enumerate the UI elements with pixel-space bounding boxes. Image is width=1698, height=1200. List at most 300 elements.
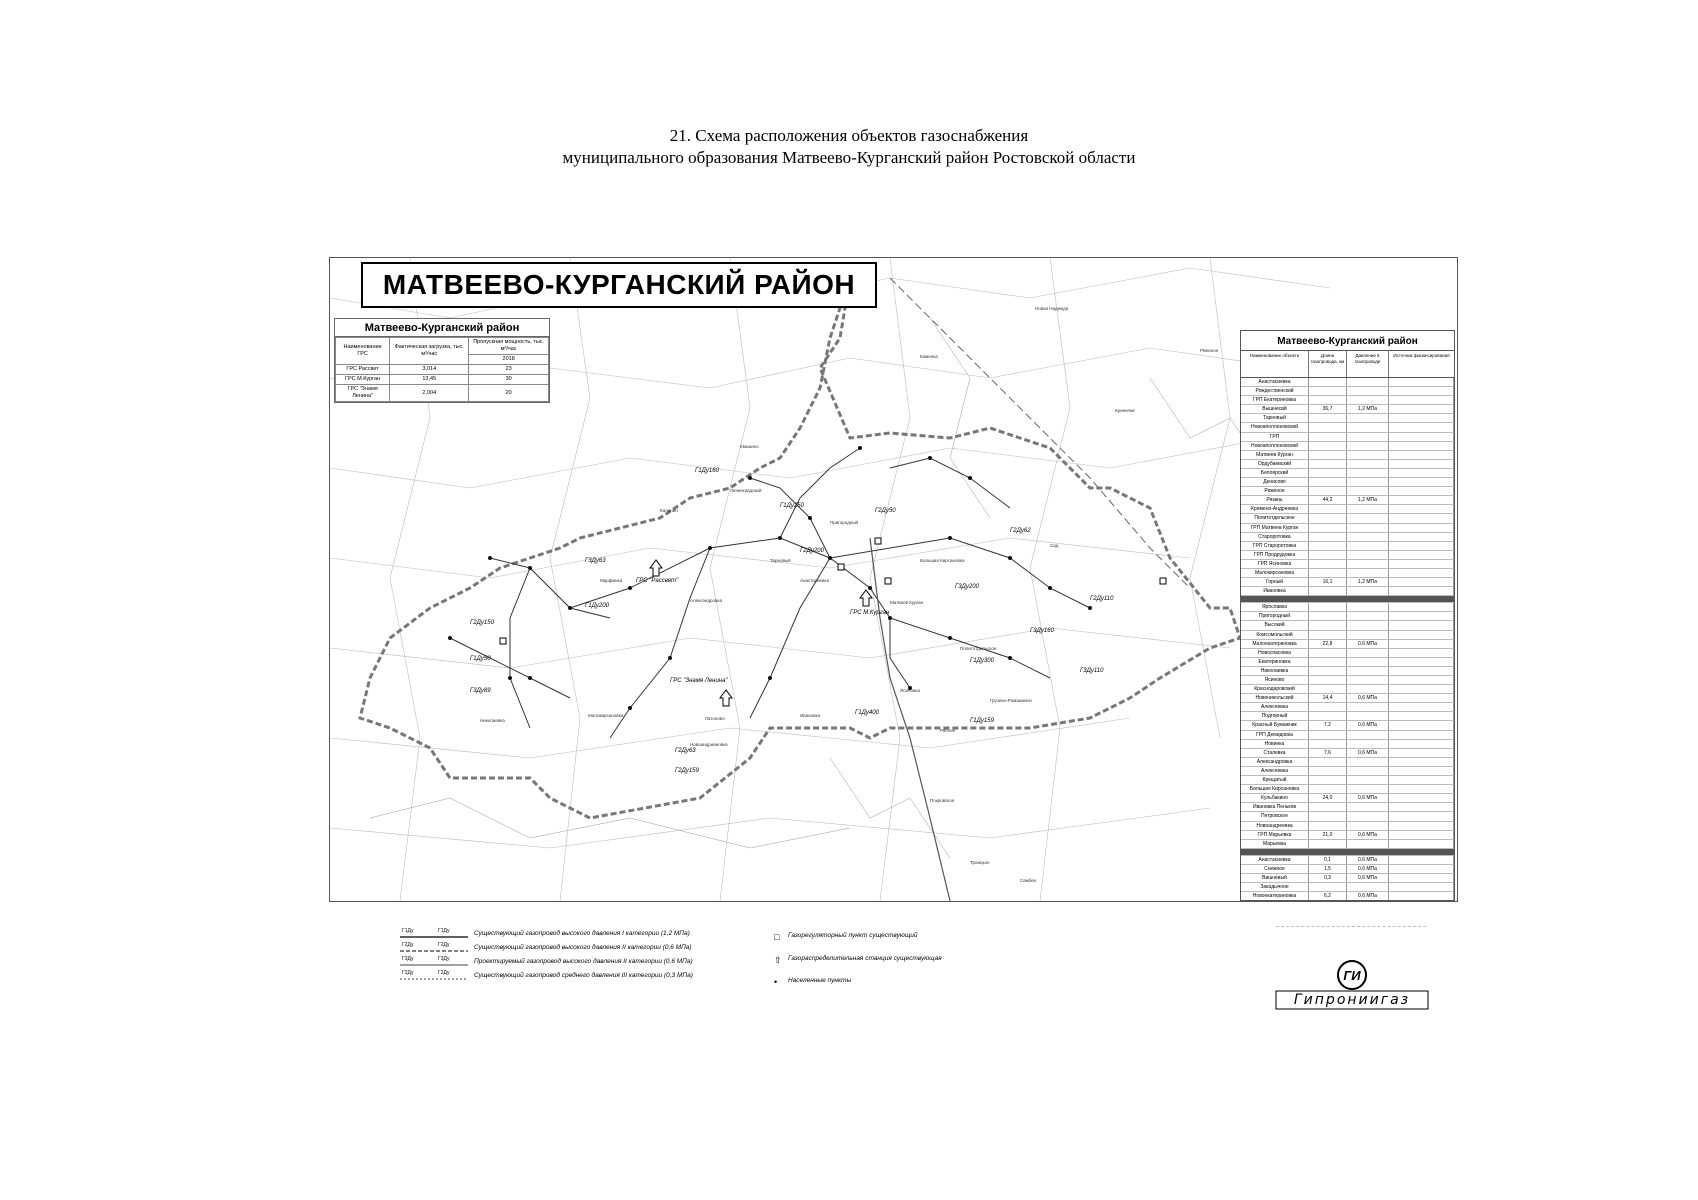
cell-length	[1309, 840, 1347, 848]
cell-source	[1389, 387, 1454, 395]
cell-pressure	[1347, 631, 1389, 639]
cell-source	[1389, 469, 1454, 477]
cell-pressure	[1347, 649, 1389, 657]
table-row	[1241, 514, 1454, 523]
cell-pressure	[1347, 758, 1389, 766]
cell-length	[1309, 542, 1347, 550]
cell-source	[1389, 621, 1454, 629]
cell-pressure	[1347, 812, 1389, 820]
cell-length	[1309, 703, 1347, 711]
cell-length	[1309, 758, 1347, 766]
place-label: Большая Кирсановка	[920, 558, 965, 563]
cell-length	[1309, 433, 1347, 441]
cell-source	[1389, 721, 1454, 729]
table-row	[1241, 542, 1454, 551]
pipe-label: Г1Ду250	[780, 503, 804, 509]
cell-name: Большая Кирсановка	[1241, 785, 1309, 793]
table-row	[1241, 442, 1454, 451]
cell-name: ГРП Екатериновка	[1241, 396, 1309, 404]
cell-length: 24,0	[1309, 794, 1347, 802]
table-row	[1241, 721, 1454, 730]
cell-name: Кульбакино	[1241, 794, 1309, 802]
legend-item	[400, 944, 720, 954]
cell-source	[1389, 758, 1454, 766]
table-row	[1241, 387, 1454, 396]
grs-name: ГРС М.Курган	[336, 375, 390, 385]
cell-source	[1389, 378, 1454, 386]
cell-pressure: 1,2 МПа	[1347, 405, 1389, 413]
place-label: Тарновый	[770, 558, 791, 563]
cell-source	[1389, 587, 1454, 595]
cell-source	[1389, 856, 1454, 864]
table-row	[1241, 767, 1454, 776]
cell-source	[1389, 883, 1454, 891]
table-row	[1241, 496, 1454, 505]
cell-length	[1309, 442, 1347, 450]
cell-source	[1389, 433, 1454, 441]
cell-name: Малокирсановка	[1241, 569, 1309, 577]
cell-source	[1389, 578, 1454, 586]
cell-length: 6,2	[1309, 892, 1347, 900]
cell-length	[1309, 731, 1347, 739]
cell-pressure	[1347, 451, 1389, 459]
cell-name: Петровское	[1241, 812, 1309, 820]
cell-name: Новоспасовка	[1241, 649, 1309, 657]
district-table-header	[1241, 351, 1454, 378]
pipe-label: Г2Ду200	[800, 548, 824, 554]
grs-load: 13,45	[390, 375, 469, 385]
legend-symbol-grs	[774, 955, 942, 965]
cell-length	[1309, 649, 1347, 657]
place-label: Анастасиевка	[800, 578, 829, 583]
cell-source	[1389, 460, 1454, 468]
table-row	[1241, 785, 1454, 794]
table-row	[1241, 840, 1454, 849]
grs-label-mkurgan: ГРС М.Курган	[850, 610, 890, 616]
cell-source	[1389, 803, 1454, 811]
cell-length	[1309, 387, 1347, 395]
table-row	[1241, 874, 1454, 883]
cell-name: Закадычное	[1241, 883, 1309, 891]
cell-name: ГРП Староротовка	[1241, 542, 1309, 550]
cell-name: Снежное	[1241, 865, 1309, 873]
table-row	[1241, 712, 1454, 721]
cell-source	[1389, 667, 1454, 675]
table-row	[1241, 378, 1454, 387]
cell-source	[1389, 524, 1454, 532]
table-row	[1241, 478, 1454, 487]
table-row	[1241, 731, 1454, 740]
legend-sym: Г1Ду	[438, 928, 450, 934]
title-line-2: муниципального образования Матвеево-Курганский район Ростовской области	[562, 148, 1136, 167]
cell-pressure: 0,6 МПа	[1347, 694, 1389, 702]
cell-length	[1309, 378, 1347, 386]
cell-source	[1389, 542, 1454, 550]
cell-name: Краснодаровский	[1241, 685, 1309, 693]
cell-name: Александровка	[1241, 758, 1309, 766]
cell-source	[1389, 551, 1454, 559]
table-row	[1241, 856, 1454, 865]
grs-header-year: 2018	[469, 355, 549, 365]
cell-name: Горный	[1241, 578, 1309, 586]
cell-length	[1309, 451, 1347, 459]
cell-length	[1309, 587, 1347, 595]
cell-name: Крещатый	[1241, 776, 1309, 784]
place-label: Новоандриановка	[690, 742, 728, 747]
cell-source	[1389, 822, 1454, 830]
cell-source	[1389, 396, 1454, 404]
cell-pressure	[1347, 533, 1389, 541]
cell-pressure	[1347, 685, 1389, 693]
table-row	[1241, 694, 1454, 703]
place-label: Новая Надежда	[1035, 306, 1069, 311]
cell-source	[1389, 487, 1454, 495]
cell-name: Анастасиевка	[1241, 378, 1309, 386]
cell-pressure	[1347, 378, 1389, 386]
place-label: Сад	[1050, 543, 1059, 548]
place-label: Александровка	[690, 598, 722, 603]
cell-name: ГРП Продрудовка	[1241, 551, 1309, 559]
cell-length: 14,4	[1309, 694, 1347, 702]
cell-pressure	[1347, 387, 1389, 395]
cell-length	[1309, 533, 1347, 541]
cell-name: Политотдельское	[1241, 514, 1309, 522]
cell-pressure	[1347, 667, 1389, 675]
table-row	[1241, 551, 1454, 560]
divider	[1276, 926, 1426, 929]
place-label: Пригородный	[830, 520, 859, 525]
cell-source	[1389, 812, 1454, 820]
place-label: Ленинградский	[730, 488, 762, 493]
grs-label-znamya: ГРС "Знамя Ленина"	[670, 678, 728, 684]
pipe-label: Г1Ду200	[585, 603, 609, 609]
cell-length	[1309, 685, 1347, 693]
cell-length	[1309, 785, 1347, 793]
cell-length: 22,8	[1309, 640, 1347, 648]
cell-pressure	[1347, 478, 1389, 486]
cell-pressure	[1347, 524, 1389, 532]
legend-text: Населенные пункты	[788, 977, 852, 984]
table-row	[1241, 451, 1454, 460]
cell-name: Матвеев Курган	[1241, 451, 1309, 459]
grs-table-title: Матвеево-Курганский район	[335, 319, 549, 337]
table-row	[1241, 569, 1454, 578]
table-row	[1241, 396, 1454, 405]
grs-header-load: Фактическая загрузка, тыс. м³/час	[390, 338, 469, 365]
cell-source	[1389, 694, 1454, 702]
cell-source	[1389, 685, 1454, 693]
grs-load: 2,004	[390, 385, 469, 402]
grs-header-name: Наименование ГРС	[336, 338, 390, 365]
cell-pressure	[1347, 560, 1389, 568]
legend-sym: Г1Ду	[402, 928, 414, 934]
cell-pressure	[1347, 469, 1389, 477]
cell-length	[1309, 612, 1347, 620]
cell-source	[1389, 767, 1454, 775]
cell-length: 0,1	[1309, 856, 1347, 864]
cell-length	[1309, 767, 1347, 775]
legend-symbol-settlement	[774, 977, 852, 987]
cell-source	[1389, 631, 1454, 639]
table-row	[1241, 883, 1454, 892]
cell-name: Анастасиевка	[1241, 856, 1309, 864]
table-row	[336, 365, 549, 375]
header-pressure: Давление в газопроводе	[1347, 351, 1389, 377]
cell-length: 21,0	[1309, 831, 1347, 839]
header-source: Источник финансирования	[1393, 353, 1450, 358]
grs-header-capacity: Пропускная мощность, тыс. м³/час	[469, 338, 549, 355]
cell-name: Марьевка	[1241, 840, 1309, 848]
table-row	[1241, 631, 1454, 640]
cell-pressure	[1347, 658, 1389, 666]
cell-source	[1389, 603, 1454, 611]
table-row	[1241, 776, 1454, 785]
cell-source	[1389, 785, 1454, 793]
cell-length	[1309, 487, 1347, 495]
place-label: Кринички	[1115, 408, 1135, 413]
grs-name: ГРС Рассвет	[336, 365, 390, 375]
table-row	[1241, 892, 1454, 901]
cell-length: 0,3	[1309, 874, 1347, 882]
cell-name: Ордубаевский	[1241, 460, 1309, 468]
cell-pressure	[1347, 603, 1389, 611]
cell-pressure: 0,6 МПа	[1347, 721, 1389, 729]
cell-name: Новинка	[1241, 740, 1309, 748]
table-row	[1241, 658, 1454, 667]
header-name: Наименование объекта	[1241, 351, 1309, 377]
pipe-label: Г3Ду160	[1030, 628, 1054, 634]
table-row	[1241, 612, 1454, 621]
legend-text: Существующий газопровод среднего давления III категории (0,3 МПа)	[474, 972, 693, 979]
cell-source	[1389, 874, 1454, 882]
cell-source	[1389, 831, 1454, 839]
table-row	[1241, 578, 1454, 587]
cell-length	[1309, 712, 1347, 720]
table-row	[336, 385, 549, 402]
table-row	[1241, 831, 1454, 840]
company-logo	[1272, 957, 1432, 1013]
cell-name: Вышнесвй	[1241, 405, 1309, 413]
place-label: Ряженое	[1200, 348, 1219, 353]
cell-name: Алексеевка	[1241, 767, 1309, 775]
place-label: Квашино	[740, 444, 759, 449]
cell-name: Ивановка Пеньков	[1241, 803, 1309, 811]
cell-length: 16,1	[1309, 578, 1347, 586]
cell-pressure	[1347, 396, 1389, 404]
grs-capacity: 30	[469, 375, 549, 385]
cell-pressure	[1347, 551, 1389, 559]
district-banner: МАТВЕЕВО-КУРГАНСКИЙ РАЙОН	[361, 262, 877, 308]
legend-text: Проектируемый газопровод высокого давления II категории (0,6 МПа)	[474, 958, 693, 965]
cell-name: Сталевка	[1241, 749, 1309, 757]
cell-name: Ивановка	[1241, 587, 1309, 595]
legend-item	[400, 958, 720, 968]
cell-length	[1309, 414, 1347, 422]
legend-sym: Г2Ду	[438, 970, 450, 976]
cell-source	[1389, 451, 1454, 459]
cell-source	[1389, 840, 1454, 848]
table-row	[1241, 587, 1454, 596]
cell-source	[1389, 740, 1454, 748]
pipe-label: Г3Ду110	[1080, 668, 1104, 674]
pipe-label: Г1Ду400	[855, 710, 879, 716]
cell-pressure	[1347, 712, 1389, 720]
cell-pressure	[1347, 621, 1389, 629]
cell-length	[1309, 603, 1347, 611]
place-label: Латоново	[705, 716, 725, 721]
table-row	[1241, 487, 1454, 496]
cell-name: Малоекатериновка	[1241, 640, 1309, 648]
cell-source	[1389, 865, 1454, 873]
legend-sym: Г3Ду	[438, 956, 450, 962]
cell-pressure	[1347, 676, 1389, 684]
cell-name: Кремено-Андреевка	[1241, 505, 1309, 513]
cell-pressure: 0,6 МПа	[1347, 865, 1389, 873]
title-line-1: 21. Схема расположения объектов газоснабжения	[669, 126, 1029, 145]
cell-pressure: 1,2 МПа	[1347, 578, 1389, 586]
cell-pressure: 0,6 МПа	[1347, 640, 1389, 648]
page-title	[0, 125, 1698, 169]
cell-length	[1309, 551, 1347, 559]
cell-source	[1389, 731, 1454, 739]
cell-length: 7,6	[1309, 749, 1347, 757]
cell-pressure: 0,6 МПа	[1347, 856, 1389, 864]
pipe-label: Г2Ду159	[675, 768, 699, 774]
cell-length	[1309, 560, 1347, 568]
table-row	[1241, 533, 1454, 542]
table-group-row	[1241, 849, 1454, 856]
table-row	[1241, 560, 1454, 569]
place-label: Покровское	[930, 798, 955, 803]
pipe-label: Г2Ду62	[1010, 528, 1031, 534]
grs-label-rassvet: ГРС "Рассвет"	[636, 578, 679, 584]
legend-item	[400, 930, 720, 940]
place-label: Каменка	[920, 354, 938, 359]
legend-sym: Г2Ду	[438, 942, 450, 948]
cell-source	[1389, 794, 1454, 802]
cell-name: Староротовка	[1241, 533, 1309, 541]
place-label: Ивановка	[800, 713, 821, 718]
table-row	[1241, 794, 1454, 803]
cell-name: Новоандреевка	[1241, 822, 1309, 830]
cell-pressure	[1347, 731, 1389, 739]
cell-length	[1309, 514, 1347, 522]
svg-text:ГИ: ГИ	[1343, 968, 1361, 983]
cell-name: Тарновый	[1241, 414, 1309, 422]
table-row	[1241, 822, 1454, 831]
cell-name: ГРП Марьевка	[1241, 831, 1309, 839]
cell-pressure	[1347, 703, 1389, 711]
cell-length	[1309, 883, 1347, 891]
pipe-label: Г2Ду110	[1090, 596, 1114, 602]
cell-length	[1309, 423, 1347, 431]
cell-pressure: 0,6 МПа	[1347, 749, 1389, 757]
pipe-label: Г1Ду300	[970, 658, 994, 664]
cell-name: Ясиново	[1241, 676, 1309, 684]
cell-source	[1389, 749, 1454, 757]
legend-text: Газораспределительная станция существующая	[788, 955, 942, 962]
cell-pressure	[1347, 433, 1389, 441]
cell-source	[1389, 640, 1454, 648]
cell-source	[1389, 569, 1454, 577]
cell-length	[1309, 569, 1347, 577]
cell-pressure	[1347, 569, 1389, 577]
legend-text: Существующий газопровод высокого давления II категории (0,6 МПа)	[474, 944, 692, 951]
legend-symbol-grp	[774, 932, 918, 942]
cell-length	[1309, 676, 1347, 684]
cell-source	[1389, 560, 1454, 568]
cell-pressure	[1347, 414, 1389, 422]
cell-name: Новоникольский	[1241, 694, 1309, 702]
legend-item	[400, 972, 720, 982]
grs-load: 3,014	[390, 365, 469, 375]
settlement-dot-icon: •	[774, 977, 778, 987]
cell-name: Новоаполлоновский	[1241, 423, 1309, 431]
cell-pressure	[1347, 803, 1389, 811]
table-row	[1241, 423, 1454, 432]
cell-name: ГРП Матвеев Курган	[1241, 524, 1309, 532]
table-row	[1241, 667, 1454, 676]
cell-length: 44,2	[1309, 496, 1347, 504]
table-row	[1241, 649, 1454, 658]
cell-pressure	[1347, 767, 1389, 775]
cell-name: Вишнёвый	[1241, 874, 1309, 882]
table-row	[1241, 740, 1454, 749]
cell-source	[1389, 612, 1454, 620]
cell-name: Рождественский	[1241, 387, 1309, 395]
place-label: Матвеев Курган	[890, 600, 924, 605]
place-label: Самбек	[1020, 878, 1036, 883]
cell-source	[1389, 703, 1454, 711]
cell-name: Высокий	[1241, 621, 1309, 629]
district-table-title: Матвеево-Курганский район	[1241, 331, 1454, 351]
cell-length	[1309, 667, 1347, 675]
cell-length	[1309, 524, 1347, 532]
grs-capacity-table	[334, 318, 550, 403]
place-label: Малокирсановка	[588, 713, 624, 718]
cell-pressure	[1347, 612, 1389, 620]
place-label: Марфинка	[600, 578, 623, 583]
legend-sym: Г2Ду	[402, 942, 414, 948]
cell-name: Алексеевка	[1241, 703, 1309, 711]
cell-length	[1309, 631, 1347, 639]
cell-name: Денисово	[1241, 478, 1309, 486]
pipe-label: Г2Ду150	[470, 620, 494, 626]
cell-name: Рязань	[1241, 496, 1309, 504]
cell-length: 1,5	[1309, 865, 1347, 873]
grs-capacity: 20	[469, 385, 549, 402]
place-label: Троицкое	[970, 860, 990, 865]
cell-name: Новоаполлоновский	[1241, 442, 1309, 450]
table-row	[1241, 621, 1454, 630]
cell-pressure: 0,6 МПа	[1347, 831, 1389, 839]
cell-pressure	[1347, 542, 1389, 550]
pipe-label: Г1Ду159	[970, 718, 994, 724]
table-row	[1241, 640, 1454, 649]
table-row	[1241, 603, 1454, 612]
cell-name: Ярославка	[1241, 603, 1309, 611]
table-row	[1241, 749, 1454, 758]
cell-name: ГРП Ясиновка	[1241, 560, 1309, 568]
table-row	[336, 375, 549, 385]
cell-length	[1309, 469, 1347, 477]
table-row	[1241, 812, 1454, 821]
table-row	[1241, 505, 1454, 514]
cell-length	[1309, 396, 1347, 404]
cell-pressure	[1347, 587, 1389, 595]
cell-name: Пригородный	[1241, 612, 1309, 620]
cell-name: Николаевка	[1241, 667, 1309, 675]
